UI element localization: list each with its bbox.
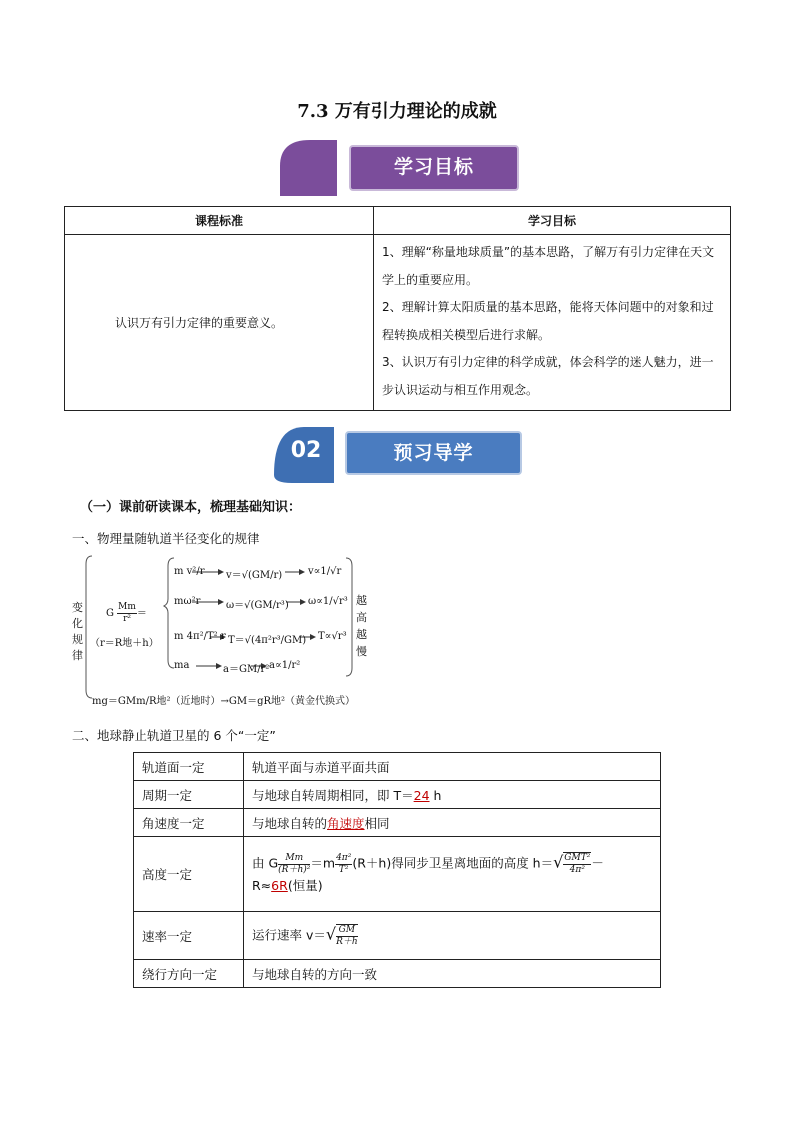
label-char: 律 <box>72 649 83 662</box>
prop-expr: ω∝1/√r³ <box>308 596 348 607</box>
goal-item: 3、认识万有引力定律的科学成就，体会科学的迷人魅力，进一步认识运动与相互作用观念。 <box>382 355 714 397</box>
row-value <box>244 912 661 960</box>
goals-table <box>64 206 731 411</box>
mid-expr: ω＝√(GM/r³) <box>226 600 289 611</box>
label-char: 化 <box>72 617 83 630</box>
row-key: 高度一定 <box>134 837 244 912</box>
preview-banner <box>272 425 524 487</box>
table-row <box>134 960 661 988</box>
row-key: 周期一定 <box>134 781 244 809</box>
row-key: 绕行方向一定 <box>134 960 244 988</box>
row-key: 轨道面一定 <box>134 753 244 781</box>
col-header-goals: 学习目标 <box>374 207 731 235</box>
golden-substitution: mg＝GMm/R地²（近地时）→GM＝gR地²（黄金代换式） <box>92 696 356 707</box>
goals-cell <box>374 235 731 411</box>
mid-expr: a＝GM/r² <box>223 664 270 675</box>
label-char: 高 <box>356 611 367 624</box>
label-char: 越 <box>356 628 367 641</box>
standard-cell: 认识万有引力定律的重要意义。 <box>65 235 374 411</box>
left-label <box>72 600 84 664</box>
col-header-standard: 课程标准 <box>65 207 374 235</box>
value-text: 与地球自转的 <box>252 815 328 831</box>
sqrt-icon: √ <box>325 924 337 943</box>
label-char: 变 <box>72 601 83 614</box>
learning-goals-label: 学习目标 <box>393 156 474 178</box>
value-text: 运行速率 v＝ <box>252 927 326 942</box>
frac-den: R＋h <box>336 936 358 947</box>
lhs-expr: mω²r <box>174 596 201 607</box>
frac-den: r² <box>123 614 131 624</box>
table-row <box>134 753 661 781</box>
frac-den: T² <box>338 864 349 875</box>
radius-definition: （r＝R地＋h） <box>90 638 159 649</box>
right-label <box>356 592 368 660</box>
goal-item: 2、理解计算太阳质量的基本思路，能将天体问题中的对象和过程转换成相关模型后进行求解。 <box>382 300 714 342</box>
label-char: 越 <box>356 594 367 607</box>
subsection-heading: 一、物理量随轨道半径变化的规律 <box>72 531 260 546</box>
frac-num: GM <box>336 925 358 937</box>
learning-goals-banner <box>275 138 520 198</box>
label-char: 规 <box>72 633 83 646</box>
value-text: － <box>591 855 604 871</box>
orbit-law-diagram <box>70 552 390 714</box>
value-text: 与地球自转周期相同，即 T＝ <box>252 787 414 803</box>
row-key: 速率一定 <box>134 912 244 960</box>
answer-blank: 24 <box>413 787 430 803</box>
row-key: 角速度一定 <box>134 809 244 837</box>
prop-expr: v∝1/√r <box>308 566 342 577</box>
value-text: 相同 <box>364 815 390 831</box>
row-value <box>244 781 661 809</box>
label-char: 慢 <box>356 645 367 658</box>
section-heading: （一）课前研读课本，梳理基础知识： <box>80 500 302 515</box>
subsection-heading: 二、地球静止轨道卫星的 6 个“一定” <box>72 728 276 743</box>
lhs-expr: m v²/r <box>174 566 205 577</box>
sqrt-icon: √ <box>553 852 564 872</box>
frac-num: Mm <box>278 853 310 865</box>
frac-num: Mm <box>118 602 136 612</box>
lhs-expr: ma <box>174 660 190 671</box>
lhs-expr: m 4π²/T² r <box>174 631 226 642</box>
answer-blank: 6R <box>271 878 288 893</box>
frac-num: GMT² <box>564 853 591 863</box>
prop-expr: a∝1/r² <box>269 660 301 671</box>
table-row <box>134 809 661 837</box>
value-text: ＝m <box>310 855 336 871</box>
mid-expr: v＝√(GM/r) <box>226 570 283 581</box>
gravity-formula: G $\frac{Mm}{\text{r²}}$ ＝ <box>106 602 147 624</box>
satellite-table <box>133 752 661 988</box>
value-text: (R＋h)得同步卫星离地面的高度 h＝ <box>352 855 554 871</box>
value-text: (恒量) <box>287 878 323 893</box>
table-row <box>134 837 661 912</box>
frac-num: 4π² <box>336 852 352 863</box>
value-text: R≈ <box>252 878 272 893</box>
prop-expr: T∝√r³ <box>318 631 347 642</box>
answer-blank: 角速度 <box>327 815 365 831</box>
row-value: 轨道平面与赤道平面共面 <box>244 753 661 781</box>
row-value: 与地球自转的方向一致 <box>244 960 661 988</box>
row-value <box>244 837 661 912</box>
table-row <box>134 912 661 960</box>
row-value <box>244 809 661 837</box>
mid-expr: T＝√(4π²r³/GM) <box>228 635 307 646</box>
value-text: h <box>429 787 442 803</box>
table-row <box>134 781 661 809</box>
page-title: 7.3 万有引力理论的成就 <box>297 101 497 122</box>
preview-label: 预习导学 <box>393 442 474 464</box>
frac-den: (R＋h)² <box>278 864 311 875</box>
value-text: 由 G <box>252 855 279 871</box>
frac-den: 4π² <box>569 865 585 875</box>
section-number: 02 <box>290 438 322 463</box>
goal-item: 1、理解“称量地球质量”的基本思路，了解万有引力定律在天文学上的重要应用。 <box>382 245 715 287</box>
